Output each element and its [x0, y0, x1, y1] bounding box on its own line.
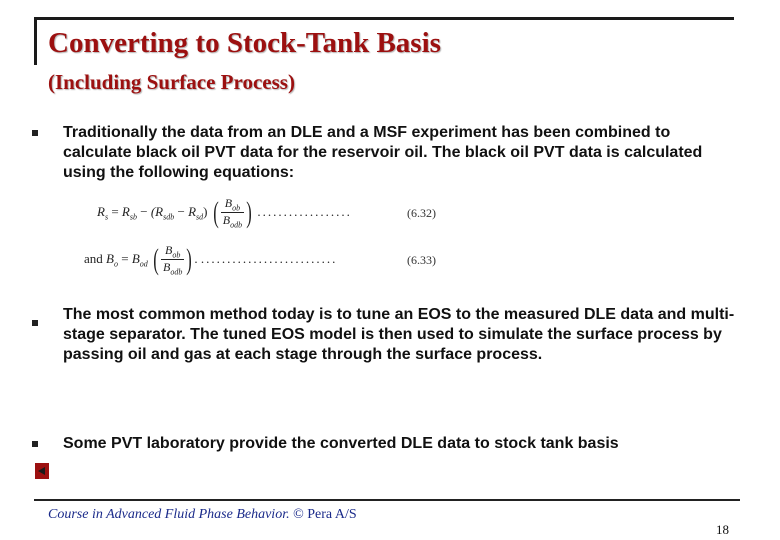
eq1-lhs: R	[97, 203, 105, 219]
eq1-minus1: −	[140, 203, 148, 219]
eq1-number: (6.32)	[407, 206, 436, 220]
eq2-frac-den-sub: odb	[170, 267, 183, 277]
eq2-equals: =	[121, 250, 129, 266]
bullet-text-3: Some PVT laboratory provide the converted DLE data to stock tank basis	[63, 435, 619, 452]
eq1-term3: R	[188, 203, 197, 219]
eq2-fraction	[161, 243, 184, 277]
eq1-close: )	[203, 203, 208, 219]
eq2-end: .	[194, 250, 198, 266]
eq1-minus2: −	[177, 203, 185, 219]
eq2-frac-den: B	[163, 260, 171, 275]
eq1-term2-sub: sdb	[163, 212, 175, 222]
eq2-lhs: B	[106, 250, 114, 266]
eq1-frac-den-sub: odb	[230, 220, 243, 230]
footer-text	[48, 507, 357, 523]
eq1-left-paren: (	[213, 195, 219, 229]
equation-6-33	[84, 243, 337, 277]
eq2-left-paren: (	[153, 242, 159, 276]
bullet-marker-3	[32, 441, 38, 447]
eq1-equals: =	[111, 203, 119, 219]
equation-6-32	[97, 196, 352, 230]
eq1-right-paren: )	[246, 195, 252, 229]
eq1-frac-den: B	[222, 213, 231, 228]
title-frame-left-rule	[34, 17, 37, 65]
footer-rule	[34, 499, 740, 501]
footer-course: Course in Advanced Fluid Phase Behavior.	[48, 507, 290, 522]
eq1-term1: R	[121, 203, 130, 219]
slide-subtitle: (Including Surface Process)	[48, 70, 295, 94]
eq2-lhs-sub: o	[113, 259, 118, 269]
eq2-term1-sub: od	[139, 259, 148, 269]
previous-slide-arrow-icon[interactable]	[35, 463, 49, 479]
eq1-fraction	[221, 196, 244, 230]
footer-copyright: © Pera A/S	[293, 507, 357, 522]
bullet-marker-2	[32, 320, 38, 326]
page-number: 18	[716, 522, 729, 537]
eq1-leader-dots: ..................	[257, 203, 352, 219]
eq1-term2: (R	[150, 203, 164, 219]
eq2-frac-num: B	[165, 243, 173, 257]
slide-title: Converting to Stock-Tank Basis	[48, 27, 441, 59]
eq2-leader-dots: ..........................	[200, 250, 338, 266]
eq1-frac-num: B	[224, 196, 233, 210]
bullet-marker-1	[32, 130, 38, 136]
eq2-prefix: and	[84, 250, 103, 266]
eq2-term1: B	[131, 250, 140, 266]
eq1-term3-sub: sd	[196, 212, 204, 222]
bullet-text-2: The most common method today is to tune an EOS to the measured DLE data and multi-stage separator. The tuned EOS model is then used to simulate the surface process by passing oil and gas at each stage through the surface process.	[63, 306, 735, 363]
eq2-right-paren: )	[186, 242, 193, 276]
eq1-lhs-sub: s	[104, 212, 109, 222]
bullet-text-1: Traditionally the data from an DLE and a MSF experiment has been combined to calculate black oil PVT data for the reservoir oil. The black oil PVT data is calculated using the following equations:	[63, 124, 703, 181]
eq2-number: (6.33)	[407, 253, 436, 267]
eq2-frac-num-sub: ob	[172, 250, 181, 260]
title-frame-top-rule	[34, 17, 734, 20]
eq1-term1-sub: sb	[129, 212, 137, 222]
eq1-frac-num-sub: ob	[232, 203, 241, 213]
